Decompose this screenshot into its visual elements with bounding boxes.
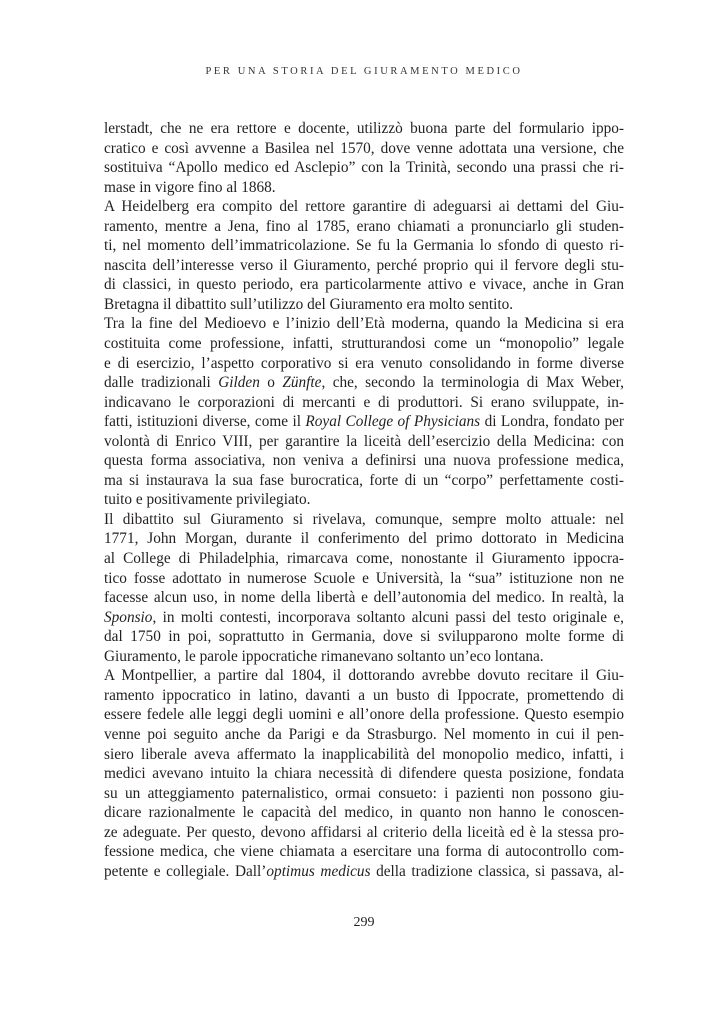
text-line: facesse alcun uso, in nome della libertà e dell’autonomia del medico. In realtà, la: [104, 589, 624, 607]
text-line: al College di Philadelphia, rimarcava come, nonostante il Giuramento ippocra-: [104, 550, 624, 568]
text-line: mase in vigore fino al 1868.: [104, 178, 276, 196]
text-line: dicare razionalmente le capacità del medico, in quanto non hanno le conoscen-: [104, 804, 624, 822]
text-line: e di esercizio, l’aspetto corporativo si era venuto consolidando in forme diverse: [104, 354, 624, 372]
text-line: sostituiva “Apollo medico ed Asclepio” con la Trinità, secondo una prassi che ri-: [104, 159, 624, 177]
text-segment: o: [259, 374, 283, 392]
text-line: ramento, mentre a Jena, fino al 1785, erano chiamati a pronunciarlo gli studen-: [104, 217, 624, 235]
text-line: questa forma associativa, non veniva a definirsi una nuova professione medica,: [104, 452, 624, 470]
text-line: [104, 412, 624, 432]
body-text: [104, 119, 624, 881]
text-line: [104, 862, 624, 882]
text-segment: , che, secondo la terminologia di Max Weber,: [321, 374, 624, 392]
text-line: volontà di Enrico VIII, per garantire la liceità dell’esercizio della Medicina: con: [104, 432, 624, 450]
text-line: siero liberale aveva affermato la inapplicabilità del monopolio medico, infatti, i: [104, 745, 624, 763]
italic-term: Zünfte: [282, 374, 322, 392]
text-line: ramento ippocratico in latino, davanti a un busto di Ippocrate, promettendo di: [104, 686, 624, 704]
text-line: tuito e positivamente privilegiato.: [104, 491, 311, 509]
text-line: Il dibattito sul Giuramento si rivelava, comunque, sempre molto attuale: nel: [104, 510, 624, 528]
italic-term: Gilden: [218, 374, 260, 392]
text-line: [104, 608, 624, 628]
italic-term: optimus medicus: [266, 862, 371, 880]
text-line: di classici, in questo periodo, era particolarmente attivo e vivace, anche in Gran: [104, 276, 624, 294]
text-segment: petente e collegiale. Dall’: [104, 862, 267, 880]
text-segment: della tradizione classica, si passava, al-: [370, 862, 624, 880]
text-line: venne poi seguito anche da Parigi e da Strasburgo. Nel momento in cui il pen-: [104, 725, 624, 743]
text-line: indicavano le corporazioni di mercanti e di produttori. Si erano sviluppate, in-: [104, 393, 624, 411]
page-number: 299: [353, 915, 375, 930]
text-line: ti, nel momento dell’immatricolazione. Se fu la Germania lo sfondo di questo ri-: [104, 237, 624, 255]
text-line: cratico e così avvenne a Basilea nel 1570, dove venne adottata una versione, che: [104, 139, 624, 157]
text-line: medici avevano intuito la chiara necessità di difendere questa posizione, fondata: [104, 765, 624, 783]
text-line: A Montpellier, a partire dal 1804, il dottorando avrebbe dovuto recitare il Giu-: [104, 667, 624, 685]
text-segment: fatti, istituzioni diverse, come il: [104, 413, 306, 431]
running-header: PER UNA STORIA DEL GIURAMENTO MEDICO: [205, 66, 523, 77]
text-segment: dalle tradizionali: [104, 374, 219, 392]
text-line: tico fosse adottato in numerose Scuole e Università, la “sua” istituzione non ne: [104, 569, 624, 587]
text-segment: , in molti contesti, incorporava soltanto alcuni passi del testo originale e,: [152, 608, 624, 626]
text-line: essere fedele alle leggi degli uomini e all’onore della professione. Questo esempio: [104, 706, 624, 724]
text-line: [104, 373, 624, 393]
text-line: Tra la fine del Medioevo e l’inizio dell’Età moderna, quando la Medicina si era: [104, 315, 624, 333]
italic-term: Royal College of Physicians: [305, 413, 481, 431]
text-line: Giuramento, le parole ippocratiche rimanevano soltanto un’eco lontana.: [104, 647, 544, 665]
text-line: fessione medica, che viene chiamata a esercitare una forma di autocontrollo com-: [104, 843, 624, 861]
text-segment: di Londra, fondato per: [480, 413, 625, 431]
text-line: A Heidelberg era compito del rettore garantire di adeguarsi ai dettami del Giu-: [104, 198, 624, 216]
text-line: dal 1750 in poi, soprattutto in Germania, dove si svilupparono molte forme di: [104, 628, 624, 646]
text-line: costituita come professione, infatti, strutturandosi come un “monopolio” legale: [104, 335, 624, 353]
text-line: nascita dell’interesse verso il Giuramento, perché proprio qui il fervore degli stu-: [104, 256, 624, 274]
text-line: ma si instaurava la sua fase burocratica, forte di un “corpo” perfettamente costi-: [104, 471, 624, 489]
text-line: su un atteggiamento paternalistico, ormai consueto: i pazienti non possono giu-: [104, 784, 624, 802]
text-line: lerstadt, che ne era rettore e docente, utilizzò buona parte del formulario ippo-: [104, 120, 624, 137]
text-line: ze adeguate. Per questo, devono affidarsi al criterio della liceità ed è la stessa pro-: [104, 823, 624, 841]
italic-term: Sponsio: [104, 608, 153, 626]
text-line: Bretagna il dibattito sull’utilizzo del Giuramento era molto sentito.: [104, 295, 514, 313]
text-line: 1771, John Morgan, durante il conferimento del primo dottorato in Medicina: [104, 530, 624, 548]
